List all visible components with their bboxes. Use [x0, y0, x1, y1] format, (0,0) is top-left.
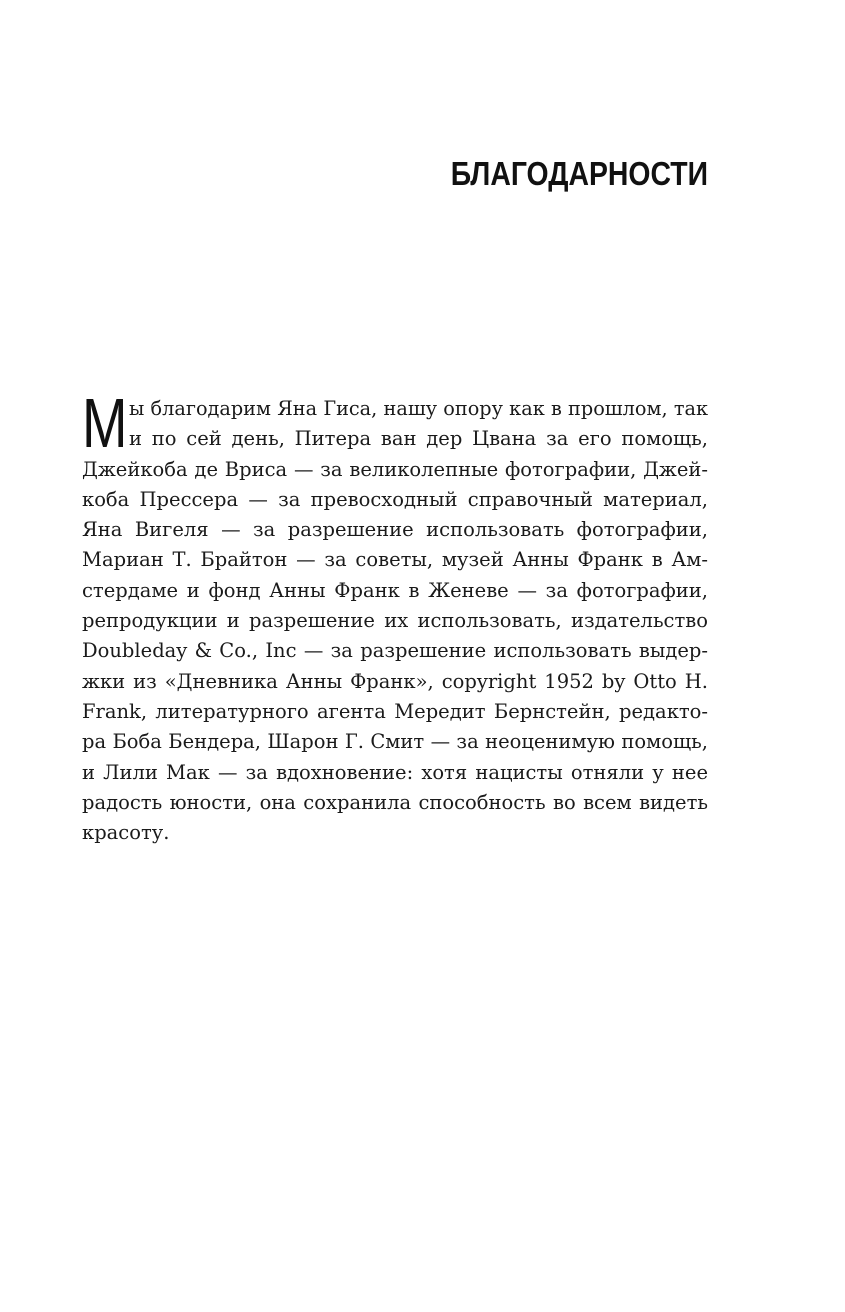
text-line-13: и Лили Мак — за вдохновение: хотя нацисты отняли у нее: [82, 760, 708, 784]
text-line-6: Мариан Т. Брайтон — за советы, музей Анны Франк в Ам-: [82, 548, 708, 572]
acknowledgements-paragraph: [82, 384, 708, 848]
text-line-15: красоту.: [82, 821, 170, 845]
page-title: БЛАГОДАРНОСТИ: [450, 155, 708, 192]
text-line-9: Doubleday & Co., Inc — за разрешение использовать выдер-: [82, 639, 708, 663]
text-line-1: ы благодарим Яна Гиса, нашу опору как в прошлом, так: [129, 397, 708, 420]
text-line-12: ра Боба Бендера, Шарон Г. Смит — за неоценимую помощь,: [82, 730, 708, 754]
text-line-14: радость юности, она сохранила способность во всем видеть: [82, 790, 708, 814]
text-line-11: Frank, литературного агента Мередит Бернстейн, редакто-: [82, 699, 708, 723]
text-line-7: стердаме и фонд Анны Франк в Женеве — за фотографии,: [82, 578, 708, 602]
drop-cap-letter: М: [82, 384, 128, 462]
text-line-4: коба Прессера — за превосходный справочный материал,: [82, 487, 708, 511]
text-line-5: Яна Вигеля — за разрешение использовать фотографии,: [82, 518, 708, 542]
text-line-2: и по сей день, Питера ван дер Цвана за его помощь,: [129, 427, 708, 451]
text-line-8: репродукции и разрешение их использовать, издательство: [82, 609, 708, 633]
text-line-10: жки из «Дневника Анны Франк», copyright 1952 by Otto H.: [82, 669, 708, 693]
text-line-3: Джейкоба де Вриса — за великолепные фотографии, Джей-: [82, 457, 708, 481]
